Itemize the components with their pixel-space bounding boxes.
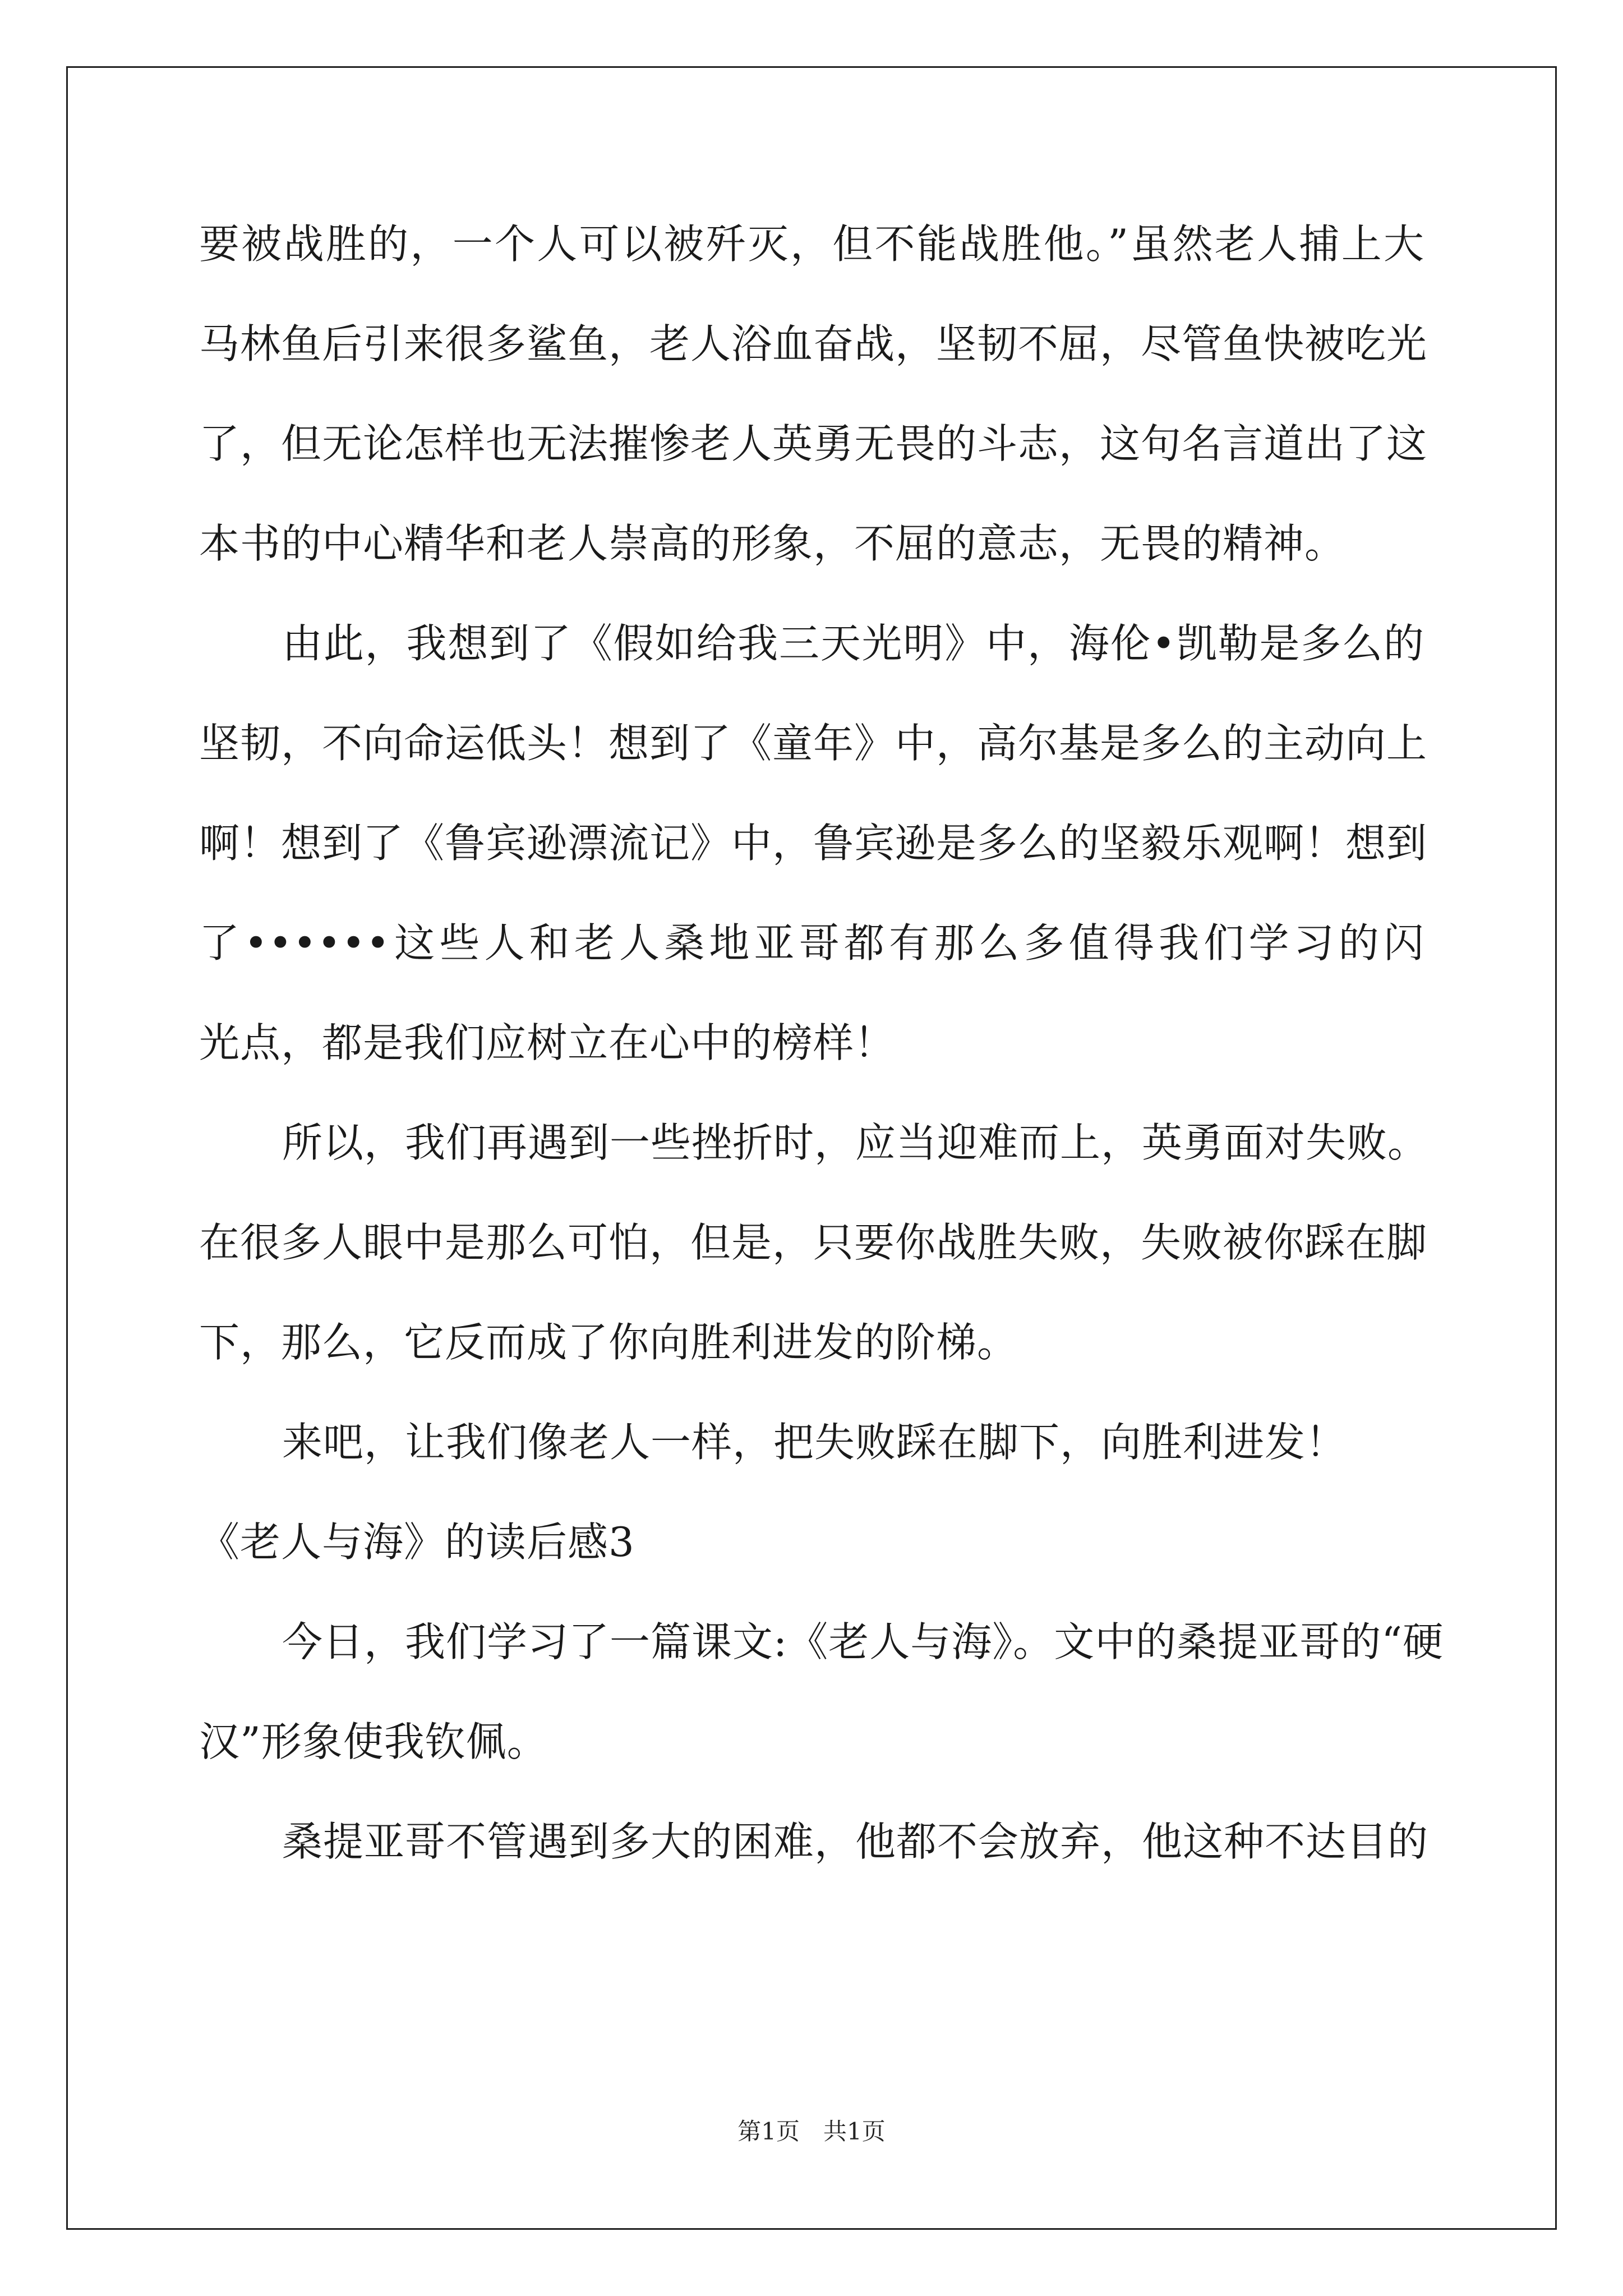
- text-line: 了，但无论怎样也无法摧惨老人英勇无畏的斗志，这句名言道出了这: [199, 420, 1428, 467]
- paragraph-first-line: 今日，我们学习了一篇课文:《老人与海》。文中的桑提亚哥的“硬: [282, 1618, 1444, 1665]
- text-line: 坚韧，不向命运低头！想到了《童年》中，高尔基是多么的主动向上: [199, 720, 1428, 767]
- paragraph-first-line: 桑提亚哥不管遇到多大的困难，他都不会放弃，他这种不达目的: [282, 1818, 1429, 1865]
- text-line: 在很多人眼中是那么可怕，但是，只要你战胜失败，失败被你踩在脚: [199, 1219, 1428, 1266]
- text-line: 啊！想到了《鲁宾逊漂流记》中，鲁宾逊是多么的坚毅乐观啊！想到: [199, 820, 1428, 867]
- text-line: 下，那么，它反而成了你向胜利进发的阶梯。: [199, 1319, 1018, 1366]
- text-line: 马林鱼后引来很多鲨鱼，老人浴血奋战，坚韧不屈，尽管鱼快被吃光: [199, 320, 1428, 367]
- section-heading: 《老人与海》的读后感3: [199, 1519, 635, 1566]
- paragraph-first-line: 所以，我们再遇到一些挫折时，应当迎难而上，英勇面对失败。: [282, 1119, 1429, 1166]
- text-line: 本书的中心精华和老人崇高的形象，不屈的意志，无畏的精神。: [199, 520, 1346, 567]
- paragraph-first-line: 来吧，让我们像老人一样，把失败踩在脚下，向胜利进发！: [282, 1419, 1347, 1466]
- paragraph-first-line: 由此，我想到了《假如给我三天光明》中，海伦•凯勒是多么的: [282, 620, 1424, 667]
- text-line: 了••••••这些人和老人桑地亚哥都有那么多值得我们学习的闪: [199, 919, 1424, 967]
- text-line: 汉”形象使我钦佩。: [199, 1718, 548, 1765]
- page-footer: 第1页 共1页: [737, 2118, 886, 2145]
- text-line: 光点，都是我们应树立在心中的榜样！: [199, 1019, 896, 1066]
- text-line: 要被战胜的，一个人可以被歼灭，但不能战胜他。”虽然老人捕上大: [199, 220, 1424, 268]
